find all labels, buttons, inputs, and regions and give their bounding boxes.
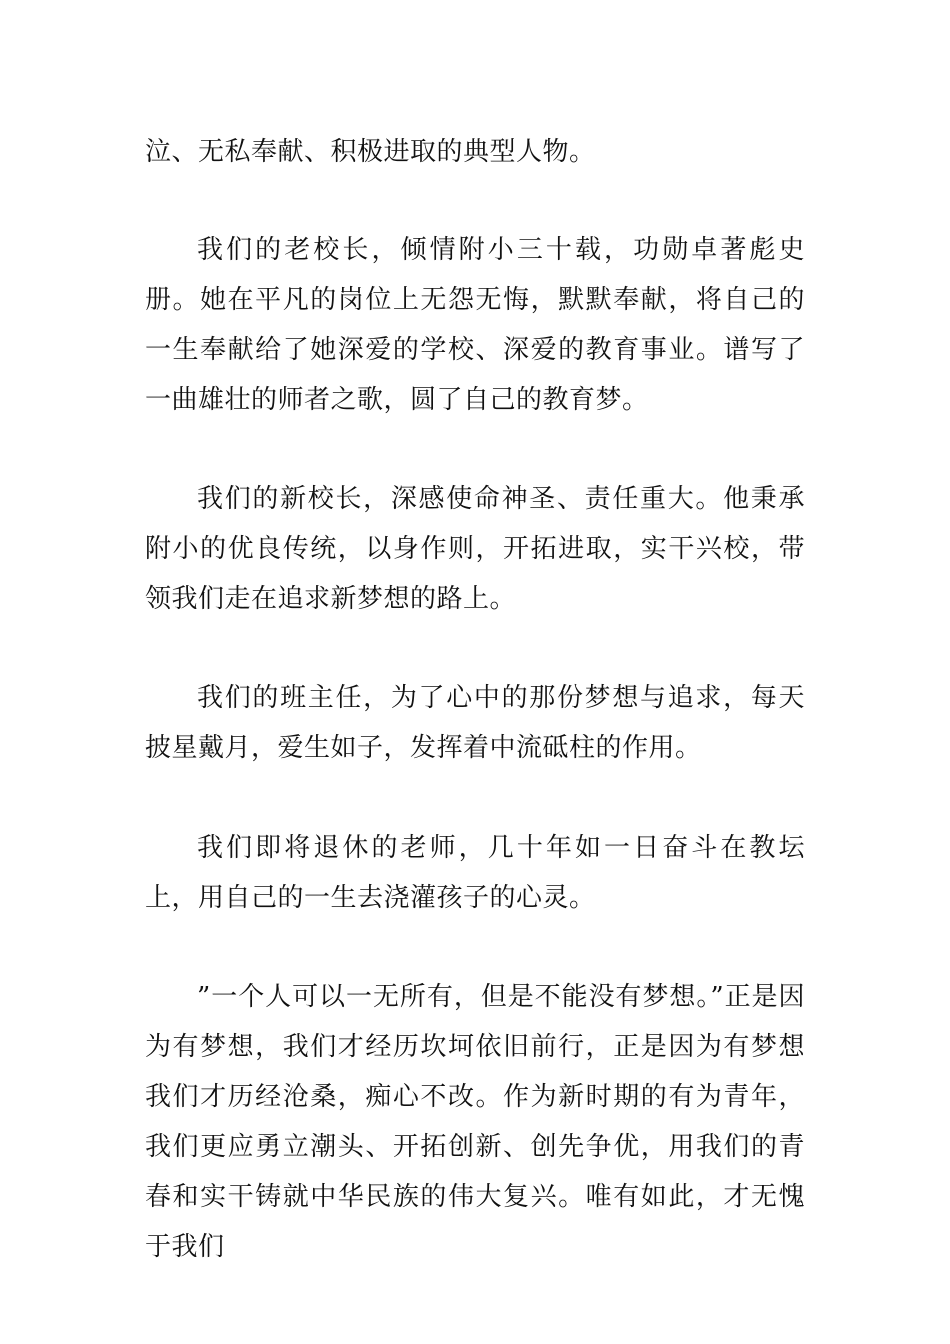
paragraph-old-principal: 我们的老校长，倾情附小三十载，功勋卓著彪史册。她在平凡的岗位上无怨无悔，默默奉献，将自己的一生奉献给了她深爱的学校、深爱的教育事业。谱写了一曲雄壮的师者之歌，圆了自己的教育梦。 <box>145 235 805 415</box>
paragraph-continuation: 泣、无私奉献、积极进取的典型人物。 <box>145 137 596 167</box>
paragraph-retiring-teacher: 我们即将退休的老师，几十年如一日奋斗在教坛上，用自己的一生去浇灌孩子的心灵。 <box>145 833 805 913</box>
paragraph-class-teacher: 我们的班主任，为了心中的那份梦想与追求，每天披星戴月，爱生如子，发挥着中流砥柱的作用。 <box>145 683 805 763</box>
paragraph-dream-quote: ”一个人可以一无所有，但是不能没有梦想。”正是因为有梦想，我们才经历坎坷依旧前行，正是因为有梦想我们才历经沧桑，痴心不改。作为新时期的有为青年，我们更应勇立潮头、开拓创新、创先争优，用我们的青春和实干铸就中华民族的伟大复兴。唯有如此，才无愧于我们 <box>145 982 805 1262</box>
paragraph-new-principal: 我们的新校长，深感使命神圣、责任重大。他秉承附小的优良传统，以身作则，开拓进取，实干兴校，带领我们走在追求新梦想的路上。 <box>145 484 805 614</box>
